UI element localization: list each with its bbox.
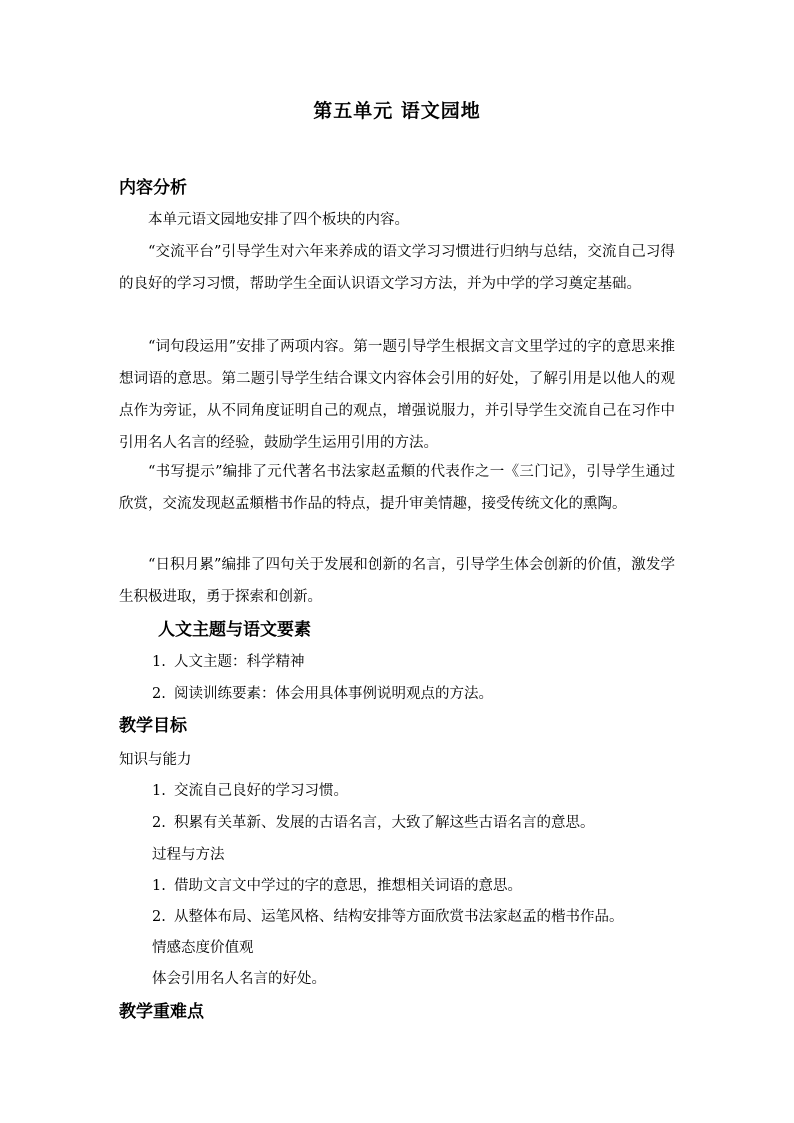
list-item-text: 借助文言文中学过的字的意思，推想相关词语的意思。 (174, 878, 522, 894)
list-item-text: 阅读训练要素：体会用具体事例说明观点的方法。 (174, 686, 493, 702)
subheading-knowledge: 知识与能力 (119, 752, 192, 768)
list-item (152, 779, 348, 803)
list-item-number: 1. (152, 654, 166, 670)
emotion-text: 体会引用名人名言的好处。 (152, 971, 326, 987)
heading-key-points: 教学重难点 (119, 1002, 204, 1022)
list-item (152, 682, 493, 706)
list-item (152, 811, 595, 835)
list-item-number: 2. (152, 686, 166, 702)
list-item-text: 积累有关革新、发展的古语名言，大致了解这些古语名言的意思。 (174, 815, 595, 831)
list-item-text: 交流自己良好的学习习惯。 (174, 783, 348, 799)
paragraph-writing-tips: “书写提示”编排了元代著名书法家赵孟頫的代表作之一《三门记》，引导学生通过欣赏，交流发现赵孟頫楷书作品的特点，提升审美情趣，接受传统文化的熏陶。 (119, 464, 675, 512)
subheading-process: 过程与方法 (152, 847, 225, 863)
list-item-number: 1. (152, 878, 166, 894)
list-item (152, 650, 305, 674)
list-item (152, 874, 522, 898)
list-item (152, 905, 624, 929)
paragraph-daily-accumulation: “日积月累”编排了四句关于发展和创新的名言，引导学生体会创新的价值，激发学生积极进取，勇于探索和创新。 (119, 557, 675, 605)
list-item-text: 从整体布局、运笔风格、结构安排等方面欣赏书法家赵孟的楷书作品。 (174, 909, 624, 925)
heading-content-analysis: 内容分析 (119, 178, 187, 198)
subheading-emotion: 情感态度价值观 (152, 940, 254, 956)
page-title: 第五单元 语文园地 (313, 100, 481, 122)
list-item-number: 2. (152, 815, 166, 831)
paragraph-intro: 本单元语文园地安排了四个板块的内容。 (148, 212, 409, 228)
list-item-number: 2. (152, 909, 166, 925)
paragraph-word-usage: “词句段运用”安排了两项内容。第一题引导学生根据文言文里学过的字的意思来推想词语的意思。第二题引导学生结合课文内容体会引用的好处，了解引用是以他人的观点作为旁证，从不同角度证明自己的观点，增强说服力，并引导学生交流自己在习作中引用名人名言的经验，鼓励学生运用引用的方法。 (119, 339, 675, 451)
paragraph-exchange-platform: “交流平台”引导学生对六年来养成的语文学习习惯进行归纳与总结，交流自己习得的良好的学习习惯，帮助学生全面认识语文学习方法，并为中学的学习奠定基础。 (119, 244, 675, 292)
heading-theme-elements: 人文主题与语文要素 (158, 620, 311, 640)
list-item-number: 1. (152, 783, 166, 799)
heading-teaching-goals: 教学目标 (119, 716, 187, 736)
list-item-text: 人文主题：科学精神 (174, 654, 305, 670)
